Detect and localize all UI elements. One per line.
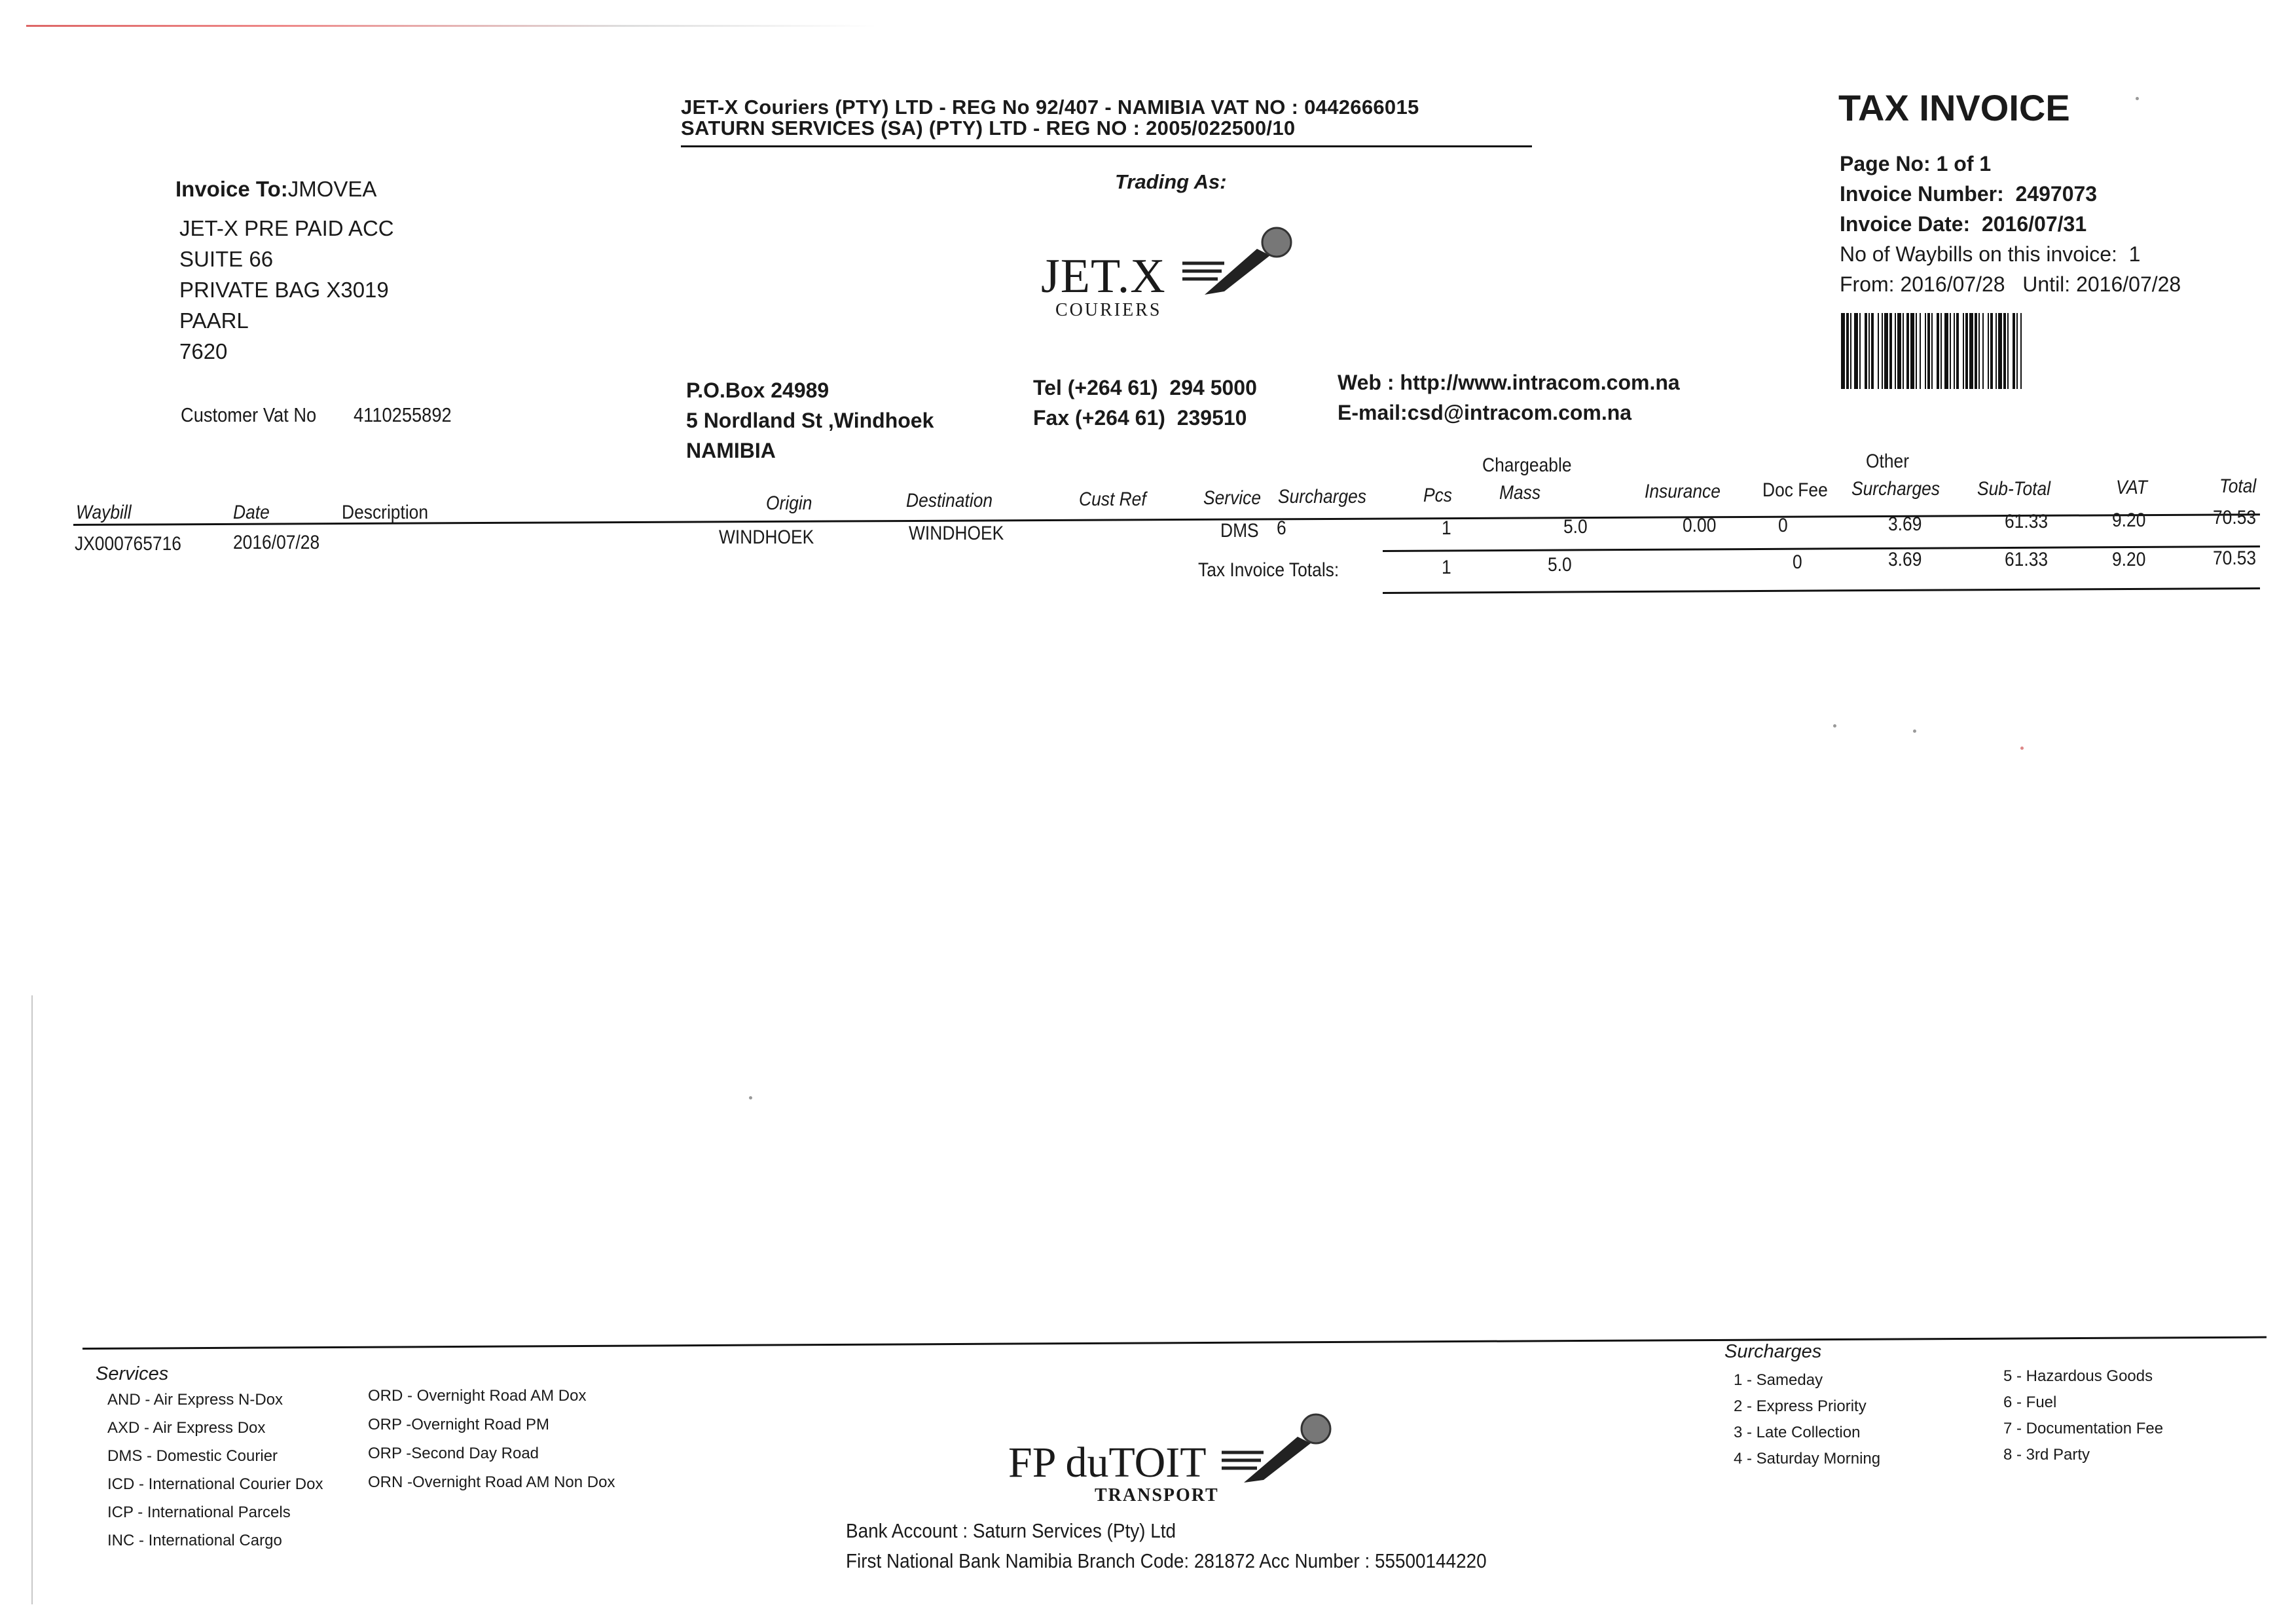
invoice-number-line [1840, 182, 2097, 206]
barcode-bar [1903, 313, 1904, 389]
barcode-bar [1969, 313, 1973, 389]
service-item: ICP - International Parcels [107, 1504, 291, 1521]
barcode-bar [1982, 313, 1984, 389]
row-waybill: JX000765716 [75, 533, 181, 555]
barcode-bar [1920, 313, 1921, 389]
surcharge-item: 8 - 3rd Party [2003, 1446, 2090, 1464]
barcode-bar [1954, 313, 1955, 389]
tel-line [1033, 376, 1257, 400]
waybill-count-line [1840, 242, 2140, 267]
th-other-surcharges: Surcharges [1851, 478, 1941, 500]
barcode-bar [1906, 313, 1909, 389]
customer-vat-value: 4110255892 [354, 403, 452, 426]
barcode-bar [1846, 313, 1849, 389]
period-line [1840, 272, 2181, 297]
totals-mass: 5.0 [1548, 554, 1572, 576]
from-value: 2016/07/28 [1900, 272, 2005, 296]
invoice-number-label: Invoice Number: [1840, 182, 2004, 206]
service-item: DMS - Domestic Courier [107, 1447, 278, 1465]
barcode-bar [1941, 313, 1942, 389]
fax-line [1033, 406, 1247, 430]
scan-edge [26, 25, 877, 27]
barcode-bar [1841, 313, 1845, 389]
row-surcharges: 6 [1277, 517, 1286, 539]
scan-speck [2136, 97, 2139, 100]
th-mass: Mass [1499, 482, 1541, 504]
fax-label: Fax (+264 61) [1033, 406, 1165, 430]
barcode-bar [1868, 313, 1870, 389]
until-label: Until: [2022, 272, 2071, 296]
address-line-2: SUITE 66 [179, 247, 274, 271]
scan-speck [1833, 724, 1836, 728]
barcode-bar [1978, 313, 1980, 389]
barcode-bar [1882, 313, 1883, 389]
scan-margin-line [31, 995, 33, 1604]
barcode-bar [1937, 313, 1939, 389]
totals-doc-fee: 0 [1793, 551, 1802, 573]
barcode-bar [1998, 313, 2002, 389]
invoice-to-label: Invoice To: [175, 177, 288, 201]
service-item: AXD - Air Express Dox [107, 1419, 266, 1437]
until-value: 2016/07/28 [2076, 272, 2181, 296]
barcode-bar [1871, 313, 1874, 389]
barcode-bar [1927, 313, 1930, 389]
row-doc-fee: 0 [1778, 515, 1788, 536]
service-item: ORN -Overnight Road AM Non Dox [368, 1473, 615, 1491]
barcode-bar [1990, 313, 1993, 389]
surcharge-item: 5 - Hazardous Goods [2003, 1367, 2153, 1385]
fpdutoit-logo-subtext: TRANSPORT [1095, 1485, 1219, 1505]
th-cust-ref: Cust Ref [1079, 489, 1146, 510]
surcharge-item: 6 - Fuel [2003, 1393, 2057, 1411]
th-total: Total [2219, 475, 2257, 497]
trading-as-label: Trading As: [1115, 170, 1227, 193]
surcharge-item: 2 - Express Priority [1734, 1397, 1867, 1415]
service-item: INC - International Cargo [107, 1532, 282, 1549]
tax-invoice-title: TAX INVOICE [1838, 87, 2070, 128]
barcode-bar [1850, 313, 1851, 389]
company-rule [681, 145, 1532, 147]
th-vat: VAT [2116, 477, 2147, 498]
th-origin: Origin [766, 492, 812, 514]
th-service: Service [1203, 487, 1262, 509]
service-item: ORD - Overnight Road AM Dox [368, 1387, 587, 1405]
from-label: From: [1840, 272, 1895, 296]
jetx-swoosh-icon [1178, 223, 1296, 308]
barcode-bar [2003, 313, 2006, 389]
th-doc-fee: Doc Fee [1762, 479, 1828, 501]
barcode-bar [1925, 313, 1926, 389]
waybill-count-value: 1 [2128, 242, 2141, 266]
fax-value: 239510 [1176, 406, 1247, 430]
th-description: Description [342, 502, 429, 523]
customer-vat-label: Customer Vat No [181, 403, 317, 426]
service-item: AND - Air Express N-Dox [107, 1391, 283, 1409]
bank-details-line: First National Bank Namibia Branch Code: 281872 Acc Number : 55500144220 [846, 1549, 1487, 1572]
surcharge-item: 7 - Documentation Fee [2003, 1420, 2164, 1437]
fpdutoit-swoosh-icon [1218, 1407, 1336, 1492]
barcode-bar [1916, 313, 1917, 389]
barcode-bar [1944, 313, 1948, 389]
service-item: ORP -Second Day Road [368, 1445, 539, 1462]
jetx-logo [1041, 223, 1296, 327]
th-pcs: Pcs [1423, 485, 1453, 506]
barcode-bar [2016, 313, 2018, 389]
invoice-number-value: 2497073 [2015, 182, 2098, 206]
surcharges-legend-title: Surcharges [1724, 1341, 1822, 1362]
totals-vat: 9.20 [2112, 549, 2146, 570]
invoice-date-line [1840, 212, 2086, 236]
totals-sub-total: 61.33 [2005, 549, 2049, 570]
barcode-bar [1988, 313, 1989, 389]
page-number-line [1840, 152, 1991, 176]
street-address: 5 Nordland St ,Windhoek [686, 409, 934, 432]
row-insurance: 0.00 [1683, 515, 1717, 536]
barcode-bar [1965, 313, 1968, 389]
page-value: 1 of 1 [1936, 152, 1992, 175]
jetx-logo-text: JET.X [1041, 249, 1166, 303]
country: NAMIBIA [686, 439, 776, 462]
barcode-bar [2020, 313, 2022, 389]
barcode-bar [1865, 313, 1867, 389]
email-address: E-mail:csd@intracom.com.na [1338, 401, 1632, 424]
barcode-bar [2013, 313, 2015, 389]
scan-speck [2020, 747, 2024, 750]
invoice-to-line [175, 177, 376, 202]
barcode-bar [1854, 313, 1858, 389]
row-origin: WINDHOEK [719, 526, 814, 548]
tel-value: 294 5000 [1169, 376, 1257, 399]
invoice-to-code: JMOVEA [287, 177, 377, 201]
address-line-3: PRIVATE BAG X3019 [179, 278, 389, 302]
tel-label: Tel (+264 61) [1033, 376, 1158, 399]
th-surcharges: Surcharges [1278, 486, 1367, 507]
row-date: 2016/07/28 [233, 532, 320, 553]
barcode-bar [1931, 313, 1933, 389]
th-waybill: Waybill [76, 502, 132, 523]
surcharge-item: 1 - Sameday [1734, 1371, 1823, 1389]
barcode-bar [1910, 313, 1914, 389]
row-pcs: 1 [1442, 517, 1451, 539]
th-date: Date [233, 502, 270, 523]
surcharge-item: 3 - Late Collection [1734, 1424, 1861, 1441]
page-label: Page No: [1840, 152, 1931, 175]
fpdutoit-logo [1008, 1407, 1349, 1511]
barcode-bar [2007, 313, 2009, 389]
services-legend-title: Services [96, 1363, 169, 1384]
address-line-4: PAARL [179, 308, 249, 333]
address-line-1: JET-X PRE PAID ACC [179, 216, 394, 240]
scan-speck [1913, 729, 1916, 733]
service-item: ORP -Overnight Road PM [368, 1416, 549, 1433]
barcode-bar [1895, 313, 1896, 389]
row-service: DMS [1220, 520, 1259, 542]
invoice-date-label: Invoice Date: [1840, 212, 1971, 236]
waybill-count-label: No of Waybills on this invoice: [1840, 242, 2117, 266]
fpdutoit-logo-text: FP duTOIT [1008, 1439, 1207, 1486]
th-chargeable: Chargeable [1482, 454, 1572, 476]
jetx-logo-subtext: COURIERS [1055, 300, 1162, 320]
row-sub-total: 61.33 [2005, 511, 2049, 532]
th-sub-total: Sub-Total [1977, 478, 2051, 500]
barcode-bar [1859, 313, 1861, 389]
row-mass: 5.0 [1563, 516, 1588, 538]
footer-rule [82, 1337, 2267, 1350]
row-other-surcharges: 3.69 [1888, 513, 1922, 535]
row-total: 70.53 [2213, 507, 2257, 528]
scan-speck [749, 1096, 752, 1099]
barcode-bar [1878, 313, 1879, 389]
bank-account-line: Bank Account : Saturn Services (Pty) Ltd [846, 1519, 1176, 1542]
surcharge-item: 4 - Saturday Morning [1734, 1450, 1881, 1467]
row-destination: WINDHOEK [909, 523, 1004, 544]
barcode-bar [1884, 313, 1888, 389]
totals-pcs: 1 [1442, 557, 1451, 578]
barcode-bar [1995, 313, 1997, 389]
invoice-date-value: 2016/07/31 [1981, 212, 2087, 236]
address-line-5: 7620 [179, 339, 228, 363]
row-vat: 9.20 [2112, 509, 2146, 531]
invoice-barcode [1841, 313, 2142, 392]
barcode-bar [1963, 313, 1964, 389]
barcode-bar [1950, 313, 1951, 389]
web-address: Web : http://www.intracom.com.na [1338, 371, 1680, 394]
barcode-bar [1897, 313, 1901, 389]
th-destination: Destination [906, 490, 993, 511]
totals-total: 70.53 [2213, 547, 2257, 569]
th-other: Other [1866, 451, 1910, 472]
totals-rule [1383, 587, 2260, 594]
company-line-2: SATURN SERVICES (SA) (PTY) LTD - REG NO : 2005/022500/10 [681, 117, 1296, 139]
po-box: P.O.Box 24989 [686, 378, 829, 402]
barcode-bar [1956, 313, 1959, 389]
totals-label: Tax Invoice Totals: [1198, 559, 1339, 581]
barcode-bar [1975, 313, 1977, 389]
service-item: ICD - International Courier Dox [107, 1475, 323, 1493]
company-line-1: JET-X Couriers (PTY) LTD - REG No 92/407 - NAMIBIA VAT NO : 0442666015 [681, 96, 1419, 119]
th-insurance: Insurance [1645, 481, 1721, 502]
barcode-bar [1889, 313, 1892, 389]
totals-other-surcharges: 3.69 [1888, 549, 1922, 570]
